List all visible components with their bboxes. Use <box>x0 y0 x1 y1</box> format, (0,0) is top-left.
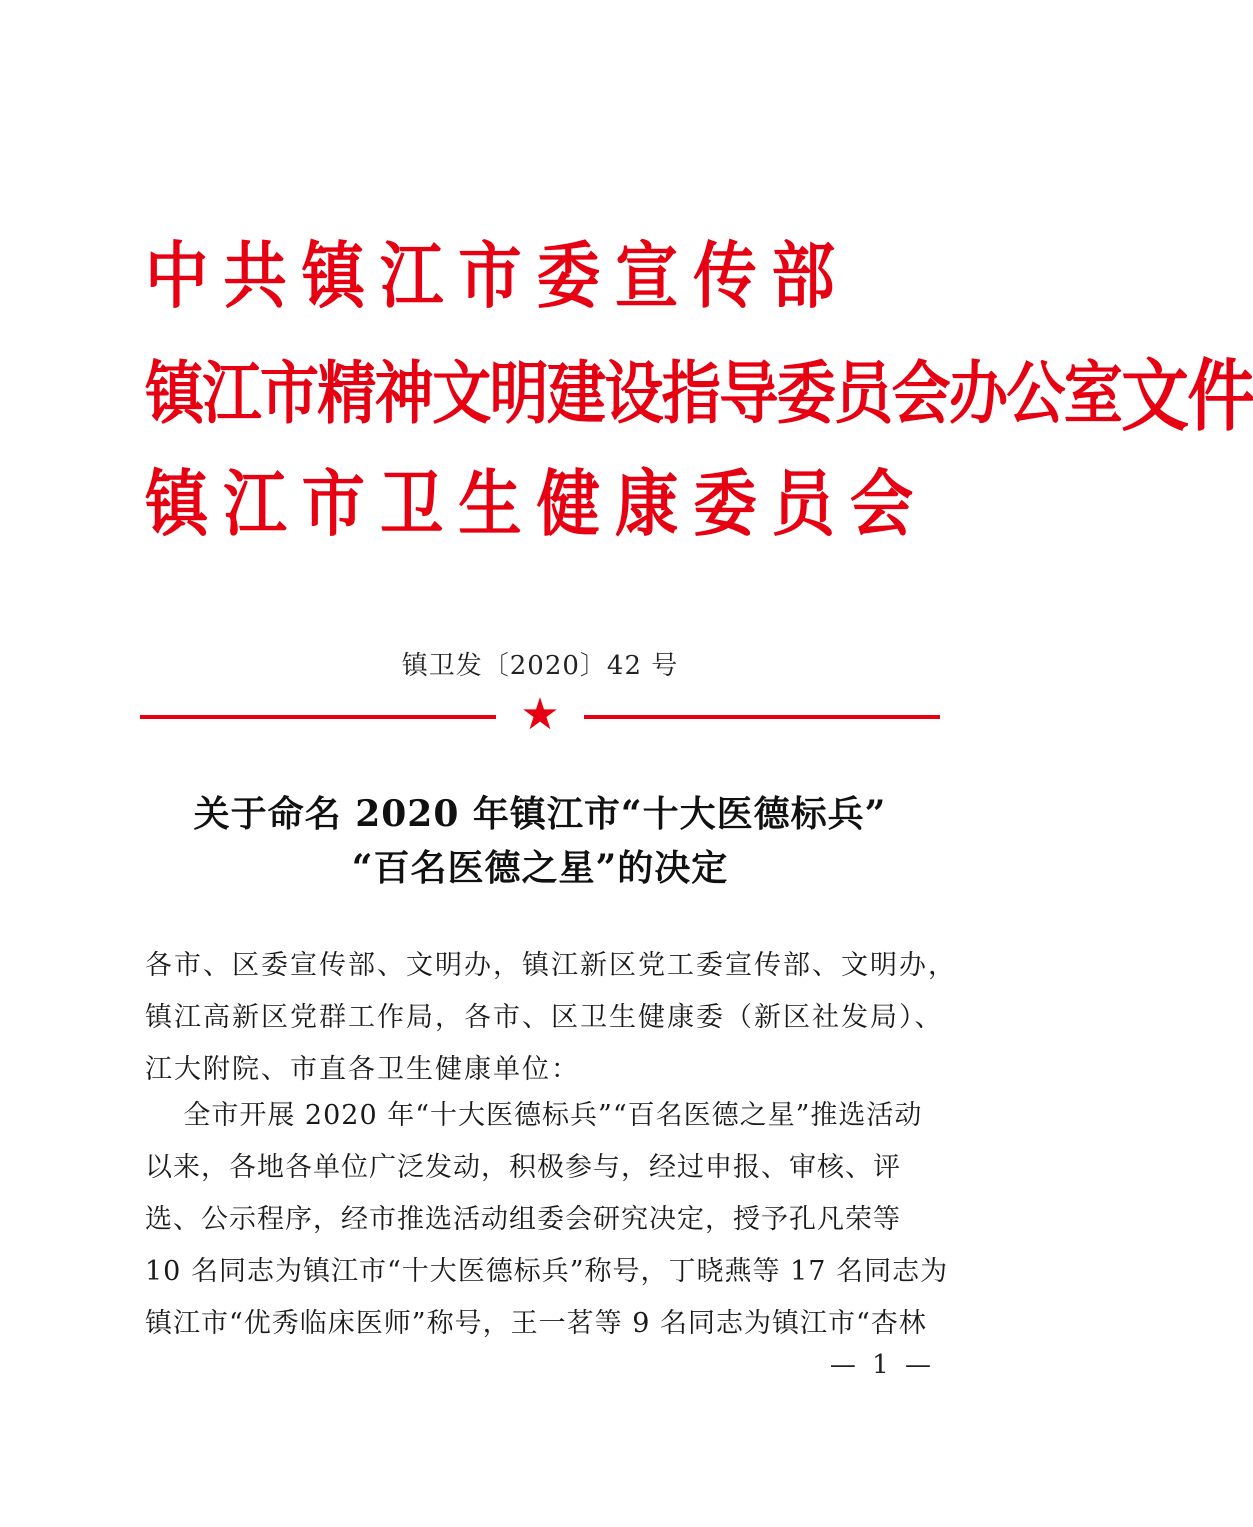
issuer-2-name: 镇江市精神文明建设指导委员会办公室 <box>145 355 1122 434</box>
red-star-icon: ★ <box>520 689 560 740</box>
divider-right-line <box>584 715 940 719</box>
body-paragraph <box>145 1090 949 1350</box>
divider-left-line <box>140 715 496 719</box>
salutation-line: 江大附院、市直各卫生健康单位： <box>145 1054 580 1085</box>
salutation <box>145 940 957 1096</box>
document-title-line-2: “百名医德之星”的决定 <box>351 847 729 889</box>
document-suffix: 文件 <box>1121 352 1253 442</box>
paragraph-line: 以来，各地各单位广泛发动，积极参与，经过申报、审核、评 <box>145 1152 901 1183</box>
salutation-line: 各市、区委宣传部、文明办，镇江新区党工委宣传部、文明办， <box>145 950 957 981</box>
issuer-name-civilization-office <box>145 352 1253 442</box>
salutation-line: 镇江高新区党群工作局，各市、区卫生健康委（新区社发局）、 <box>145 1002 944 1033</box>
issuer-name-propaganda-dept: 中共镇江市委宣传部 <box>145 234 850 318</box>
issuer-name-health-commission: 镇江市卫生健康委员会 <box>145 462 929 546</box>
paragraph-line: 镇江市“优秀临床医师”称号，王一茗等 9 名同志为镇江市“杏林 <box>145 1308 927 1339</box>
document-title-line-1: 关于命名 2020 年镇江市“十大医德标兵” <box>193 793 887 835</box>
paragraph-line: 选、公示程序，经市推选活动组委会研究决定，授予孔凡荣等 <box>145 1204 901 1235</box>
page-number: — 1 — <box>829 1350 935 1380</box>
document-number: 镇卫发〔2020〕42 号 <box>401 651 679 681</box>
paragraph-line: 10 名同志为镇江市“十大医德标兵”称号，丁晓燕等 17 名同志为 <box>145 1256 949 1287</box>
paragraph-line: 全市开展 2020 年“十大医德标兵”“百名医德之星”推选活动 <box>145 1100 923 1131</box>
